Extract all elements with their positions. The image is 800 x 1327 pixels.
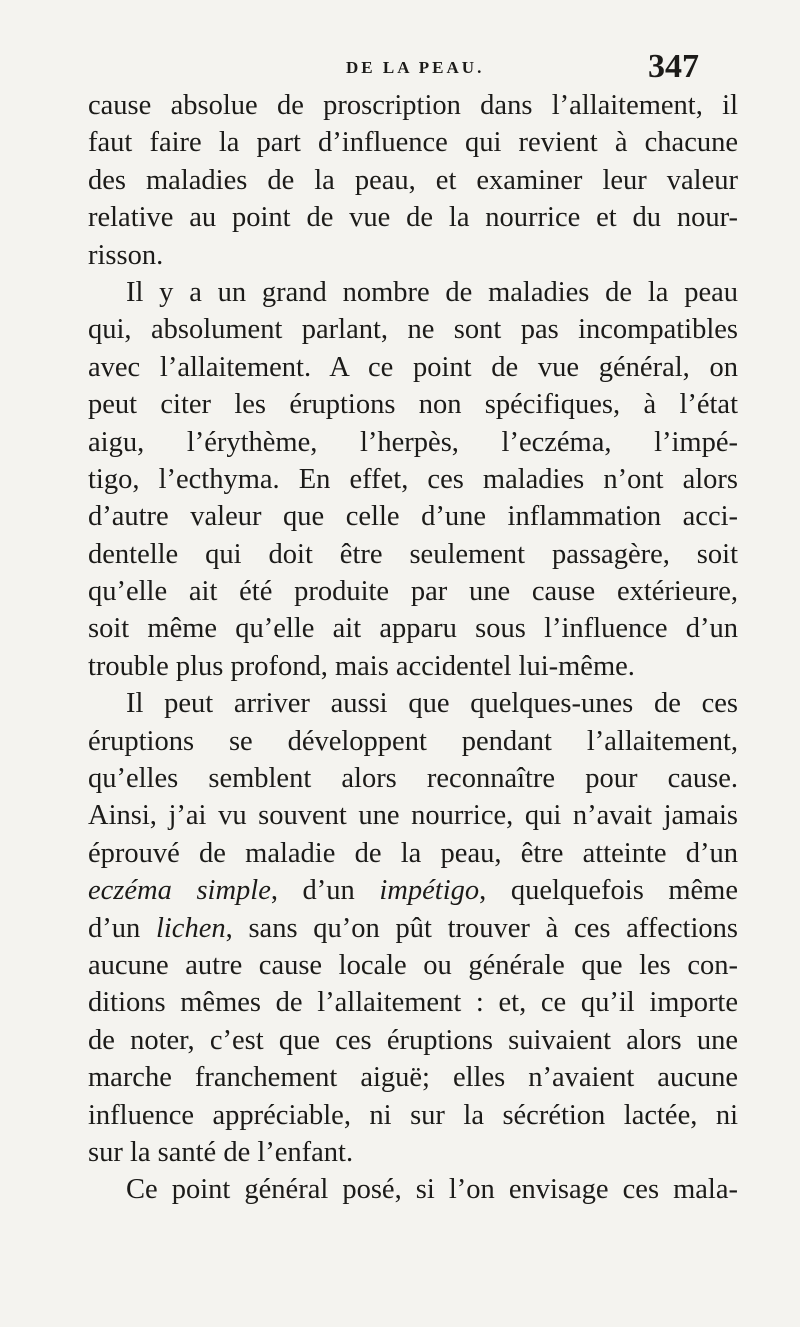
text-line: tigo, l’ecthyma. En effet, ces maladies n’ont alors [88,463,738,495]
text-line [88,910,738,947]
text-line: risson. [88,239,164,271]
text-fragment: , sans qu’on pût trouver à ces affections [225,912,738,944]
text-line: soit même qu’elle ait apparu sous l’influence d’un [88,613,738,645]
text-line: aucune autre cause locale ou générale que les con- [88,949,738,981]
text-line: influence appréciable, ni sur la sécrétion lactée, ni [88,1099,738,1131]
text-line [88,872,738,909]
text-line: peut citer les éruptions non spécifiques, à l’état [88,389,738,421]
italic-term: eczéma simple [88,875,271,907]
text-line: sur la santé de l’enfant. [88,1136,354,1168]
italic-term: lichen [155,912,226,944]
text-line: Ainsi, j’ai vu souvent une nourrice, qui n’avait jamais [88,800,738,832]
text-line: qu’elle ait été produite par une cause extérieure, [88,576,738,608]
text-line: d’autre valeur que celle d’une inflammation acci- [88,501,738,533]
text-line: faut faire la part d’influence qui revient à chacune [88,127,738,159]
text-line: cause absolue de proscription dans l’allaitement, il [88,90,738,121]
text-line: éprouvé de maladie de la peau, être atteinte d’un [88,837,738,869]
text-line: trouble plus profond, mais accidentel lui-même. [88,650,635,682]
text-fragment: , d’un [270,875,380,907]
text-line: aigu, l’érythème, l’herpès, l’eczéma, l’impé- [88,426,738,458]
page-header [0,48,800,92]
text-line: qui, absolument parlant, ne sont pas incompatibles [88,314,738,346]
text-line: marche franchement aiguë; elles n’avaient aucune [88,1062,738,1094]
text-line: éruptions se développent pendant l’allaitement, [88,725,738,757]
text-line: Il peut arriver aussi que quelques-unes de ces [126,688,738,720]
text-line: de noter, c’est que ces éruptions suivaient alors une [88,1024,738,1056]
text-line: ditions mêmes de l’allaitement : et, ce qu’il importe [88,987,738,1019]
italic-term: impétigo [379,875,480,907]
body-text [88,87,738,1209]
text-line: relative au point de vue de la nourrice et du nour- [88,202,738,234]
text-fragment: , quelquefois même [479,875,738,907]
running-head: DE LA PEAU. [346,58,485,77]
text-line: avec l’allaitement. A ce point de vue général, on [88,351,738,383]
text-line: Il y a un grand nombre de maladies de la peau [126,276,738,308]
text-line: des maladies de la peau, et examiner leur valeur [88,164,738,196]
text-fragment: d’un [88,912,156,944]
text-line: dentelle qui doit être seulement passagère, soit [88,538,738,570]
text-line: Ce point général posé, si l’on envisage ces mala- [126,1174,738,1206]
text-line: qu’elles semblent alors reconnaître pour cause. [88,763,738,795]
page-number: 347 [648,48,699,85]
